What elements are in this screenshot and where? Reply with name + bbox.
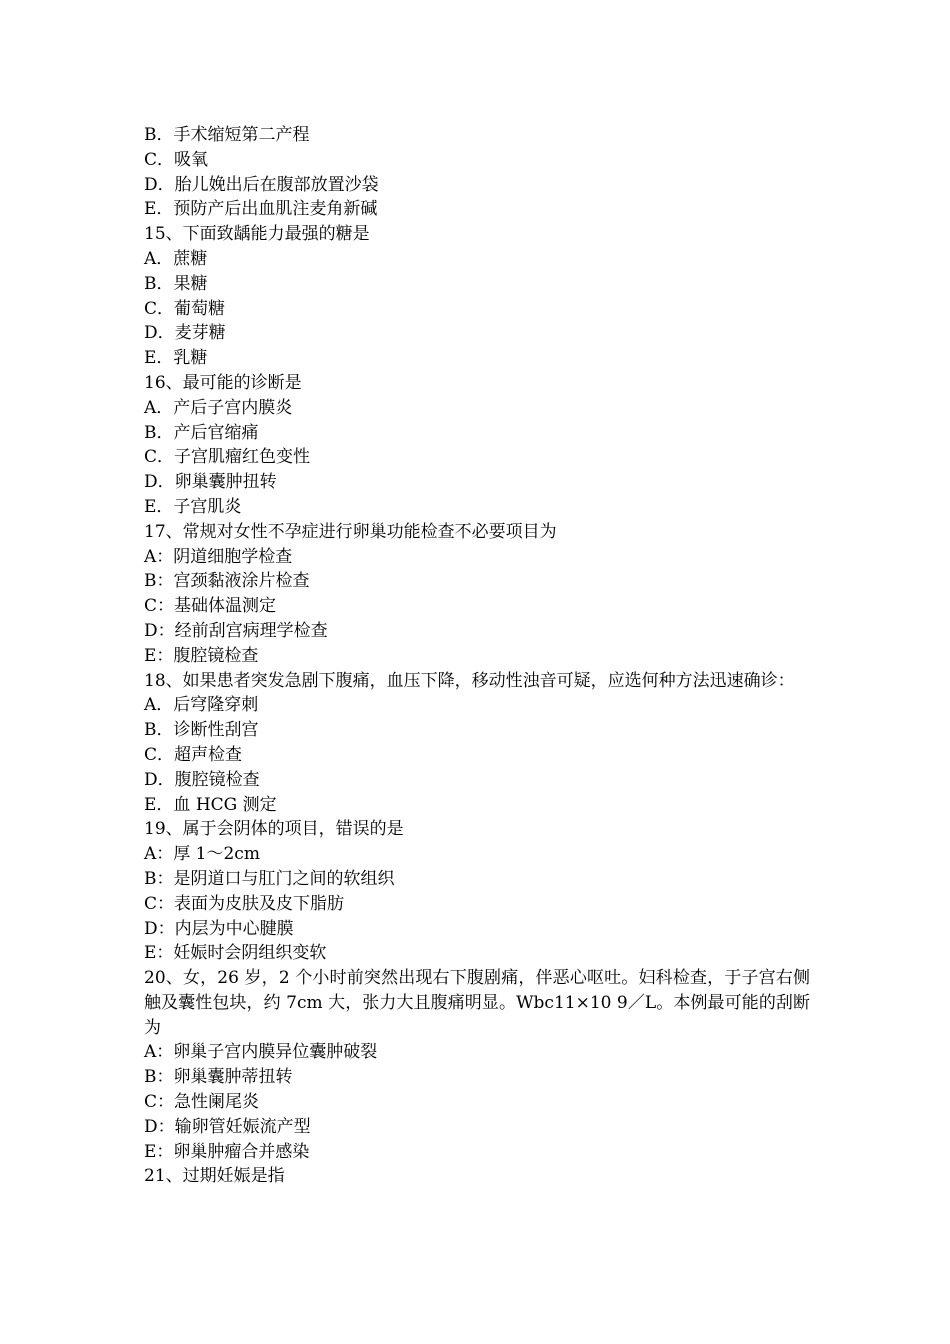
option-line: A：卵巢子宫内膜异位囊肿破裂 [144,1042,378,1063]
question-15: 15、下面致龋能力最强的糖是 [144,224,370,245]
option-line: E：妊娠时会阴组织变软 [144,943,327,964]
option-line: A．蔗糖 [144,248,208,269]
option-line: C．葡萄糖 [144,298,226,319]
option-line: A：厚 1～2cm [144,844,260,865]
option-line: D．胎儿娩出后在腹部放置沙袋 [144,174,379,195]
option-line: B．产后官缩痛 [144,422,259,443]
option-line: E．血 HCG 测定 [144,794,277,815]
option-line: A：阴道细胞学检查 [144,546,293,567]
option-line: E．子宫肌炎 [144,496,242,517]
question-17: 17、常规对女性不孕症进行卵巢功能检查不必要项目为 [144,521,557,542]
option-line: A．产后子宫内膜炎 [144,397,293,418]
option-line: B．诊断性刮宫 [144,720,259,741]
option-line: B：宫颈黏液涂片检查 [144,571,310,592]
option-line: E．乳糖 [144,348,208,369]
question-21: 21、过期妊娠是指 [144,1166,285,1187]
option-line: E．预防产后出血肌注麦角新碱 [144,199,378,220]
option-line: B：是阴道口与肛门之间的软组织 [144,868,395,889]
option-line: C．超声检查 [144,744,243,765]
option-line: C．子宫肌瘤红色变性 [144,447,311,468]
question-19: 19、属于会阴体的项目，错误的是 [144,819,404,840]
option-line: C：表面为皮肤及皮下脂肪 [144,893,345,914]
question-16: 16、最可能的诊断是 [144,372,302,393]
question-18: 18、如果患者突发急剧下腹痛，血压下降，移动性浊音可疑，应选何种方法迅速确诊： [144,670,795,691]
option-line: D：输卵管妊娠流产型 [144,1116,311,1137]
question-text-block [144,123,810,1189]
option-line: C：基础体温测定 [144,596,277,617]
option-line: D．麦芽糖 [144,323,226,344]
option-line: B．果糖 [144,273,208,294]
option-line: E：卵巢肿瘤合并感染 [144,1141,310,1162]
option-line: E：腹腔镜检查 [144,645,259,666]
option-line: D．腹腔镜检查 [144,769,260,790]
question-20: 20、女，26 岁，2 个小时前突然出现右下腹剧痛，伴恶心呕吐。妇科检查，于子宫右侧触及囊性包块，约 7cm 大，张力大且腹痛明显。Wbc11×10 9／L。本例最可能的刮断为 [144,968,810,1038]
option-line: B：卵巢囊肿蒂扭转 [144,1067,293,1088]
option-line: D．卵巢囊肿扭转 [144,472,277,493]
option-line: C：急性阑尾炎 [144,1092,260,1113]
option-line: D：内层为中心腱膜 [144,918,294,939]
option-line: D：经前刮宫病理学检查 [144,620,328,641]
option-line: A．后穹隆穿刺 [144,695,259,716]
option-line: B．手术缩短第二产程 [144,125,310,145]
option-line: C．吸氧 [144,149,209,170]
